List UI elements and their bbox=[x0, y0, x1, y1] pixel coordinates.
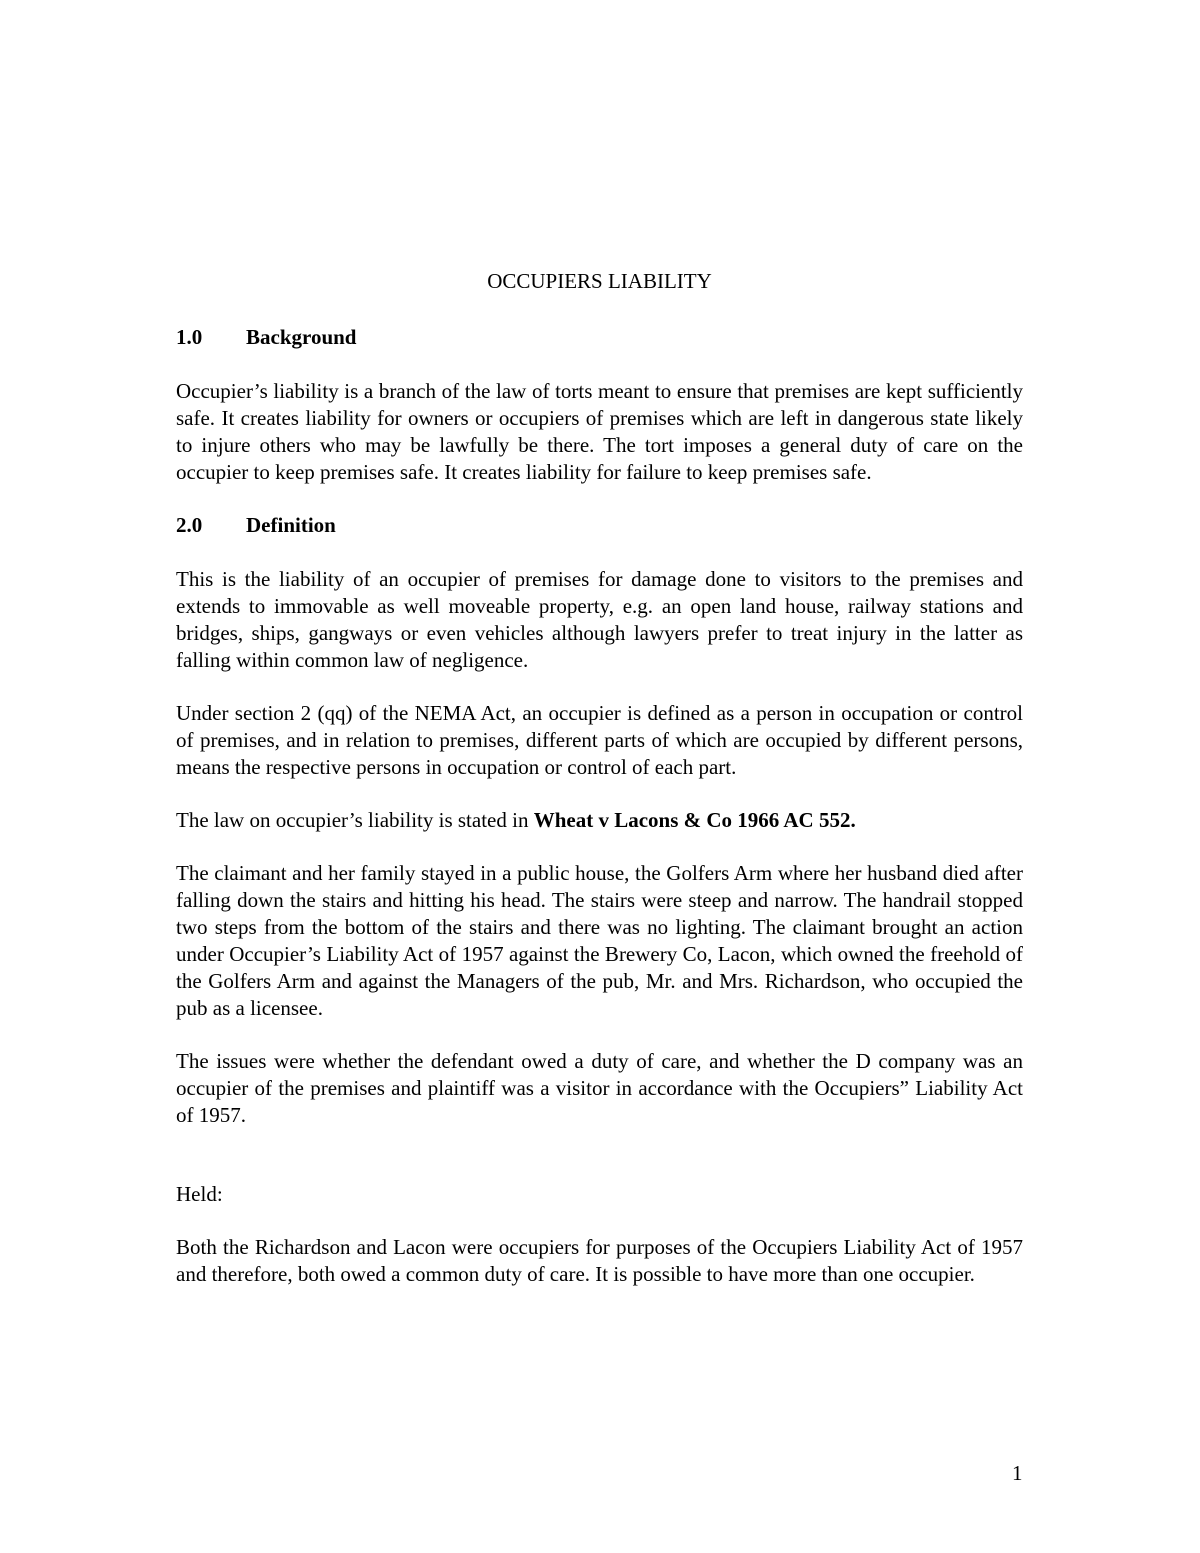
section-number: 1.0 bbox=[176, 325, 203, 349]
case-facts-paragraph: The claimant and her family stayed in a public house, the Golfers Arm where her husband died after falling down the stairs and hitting his head. The stairs were steep and narrow. The handrail stopped two steps from the bottom of the stairs and there was no lighting. The claimant brought an action under Occupier’s Liability Act of 1957 against the Brewery Co, Lacon, which owned the freehold of the Golfers Arm and against the Managers of the pub, Mr. and Mrs. Richardson, who occupied the pub as a licensee. bbox=[176, 861, 1023, 1020]
document-title: OCCUPIERS LIABILITY bbox=[487, 269, 712, 293]
case-intro-text: The law on occupier’s liability is stated in bbox=[176, 808, 534, 832]
definition-paragraph: This is the liability of an occupier of premises for damage done to visitors to the premises and extends to immovable as well moveable property, e.g. an open land house, railway stations and bridges, ships, gangways or even vehicles although lawyers prefer to treat injury in the latter as falling within common law of negligence. bbox=[176, 567, 1023, 672]
case-statement-paragraph bbox=[176, 807, 1023, 834]
section-number: 2.0 bbox=[176, 513, 203, 537]
page-number: 1 bbox=[1012, 1461, 1023, 1485]
section-heading-background bbox=[176, 324, 1023, 350]
case-citation: Wheat v Lacons & Co 1966 AC 552. bbox=[533, 808, 856, 832]
background-paragraph: Occupier’s liability is a branch of the law of torts meant to ensure that premises are kept sufficiently safe. It creates liability for owners or occupiers of premises which are left in dangerous state likely to injure others who may be lawfully be there. The tort imposes a general duty of care on the occupier to keep premises safe. It creates liability for failure to keep premises safe. bbox=[176, 379, 1023, 484]
section-heading-definition bbox=[176, 512, 1023, 538]
document-page bbox=[176, 268, 1023, 1314]
section-title: Background bbox=[246, 325, 357, 349]
section-title: Definition bbox=[246, 513, 336, 537]
nema-definition-paragraph: Under section 2 (qq) of the NEMA Act, an occupier is defined as a person in occupation or control of premises, and in relation to premises, different parts of which are occupied by different persons, means the respective persons in occupation or control of each part. bbox=[176, 701, 1023, 779]
held-paragraph: Both the Richardson and Lacon were occupiers for purposes of the Occupiers Liability Act of 1957 and therefore, both owed a common duty of care. It is possible to have more than one occupier. bbox=[176, 1235, 1023, 1286]
held-label: Held: bbox=[176, 1182, 223, 1206]
case-issues-paragraph: The issues were whether the defendant owed a duty of care, and whether the D company was an occupier of the premises and plaintiff was a visitor in accordance with the Occupiers” Liability Act of 1957. bbox=[176, 1049, 1023, 1127]
